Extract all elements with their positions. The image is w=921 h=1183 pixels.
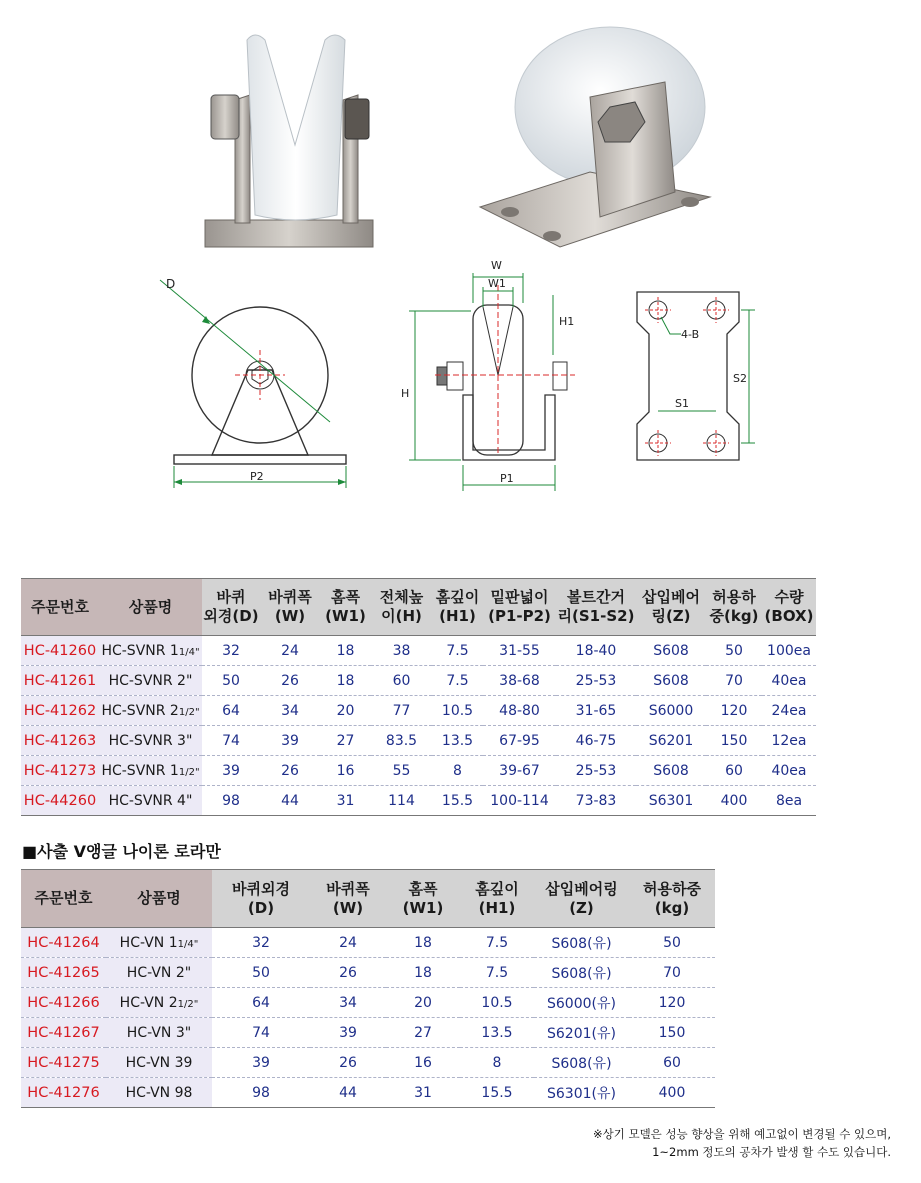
column-header: [460, 870, 534, 928]
table-cell: S6000: [636, 696, 706, 726]
table-cell: 70: [629, 958, 715, 988]
table-cell: 8: [460, 1048, 534, 1078]
table-cell: 10.5: [432, 696, 483, 726]
column-header: [386, 870, 460, 928]
table-cell: 120: [629, 988, 715, 1018]
note-line-1: ※상기 모델은 성능 향상을 위해 예고없이 변경될 수 있으며,: [592, 1127, 891, 1141]
table-cell: 39: [260, 726, 320, 756]
table-row: [21, 1048, 715, 1078]
header-line: 리(S1-S2): [557, 607, 635, 625]
column-header: [432, 579, 483, 636]
product-name-main: HC-SVNR 1: [101, 762, 179, 779]
table-cell: 73-83: [575, 792, 617, 809]
label-p1: P1: [500, 472, 514, 485]
column-header: [310, 870, 386, 928]
product-name-main: HC-VN 98: [125, 1084, 193, 1101]
label-s1: S1: [675, 397, 689, 410]
table-row: [21, 928, 715, 958]
column-header: [762, 579, 816, 636]
column-header: [629, 870, 715, 928]
table-cell: 26: [310, 958, 386, 988]
table-cell: 39: [310, 1018, 386, 1048]
note-line-2: 1~2mm 정도의 공차가 발생 할 수도 있습니다.: [652, 1145, 891, 1159]
label-h1: H1: [559, 315, 575, 328]
table-row: [21, 958, 715, 988]
order-code: HC-41260: [21, 636, 99, 666]
table-cell: 27: [320, 726, 371, 756]
product-name: [106, 1048, 212, 1078]
column-header: [212, 870, 310, 928]
label-w: W: [491, 259, 502, 272]
header-line: (D): [247, 898, 275, 917]
product-photo-angled: [470, 22, 720, 252]
table-cell: 26: [260, 756, 320, 786]
table-cell: 100-114: [490, 792, 549, 809]
label-h: H: [401, 387, 410, 400]
table-cell: 38: [371, 636, 432, 666]
product-name: [99, 666, 202, 696]
table-cell: 12ea: [762, 726, 816, 756]
order-code: HC-41273: [21, 756, 99, 786]
product-name-main: HC-VN 2": [126, 964, 192, 981]
table-cell: 26: [310, 1048, 386, 1078]
order-code: HC-41275: [21, 1048, 106, 1078]
header-line: (kg): [654, 898, 690, 917]
product-name: [106, 1018, 212, 1048]
order-code: HC-41267: [21, 1018, 106, 1048]
order-code: HC-44260: [21, 786, 99, 816]
table-cell: S6000(유): [534, 988, 629, 1018]
product-name-main: HC-SVNR 4": [108, 792, 193, 809]
table-cell: 25-53: [556, 756, 636, 786]
table-cell: 48-80: [483, 696, 556, 726]
base-plate-drawing: [625, 280, 785, 470]
product-name-main: HC-SVNR 1: [101, 642, 179, 659]
table-cell: 60: [629, 1048, 715, 1078]
order-code: HC-41263: [21, 726, 99, 756]
table-cell: 13.5: [460, 1018, 534, 1048]
product-photo-front: [195, 25, 385, 255]
product-name-main: HC-VN 2: [119, 994, 178, 1011]
product-name: [106, 928, 212, 958]
product-name: [99, 636, 202, 666]
table-row: [21, 636, 816, 666]
table-cell: 24: [260, 636, 320, 666]
table-cell: 7.5: [460, 958, 534, 988]
header-line: 바퀴폭: [268, 588, 312, 606]
table-cell: 25-53: [556, 666, 636, 696]
table-cell: 150: [706, 726, 762, 756]
order-code: HC-41264: [21, 928, 106, 958]
table-cell: S6201: [636, 726, 706, 756]
header-line: 바퀴폭: [326, 879, 370, 898]
table-cell: 40ea: [762, 666, 816, 696]
header-line: (W): [274, 607, 306, 625]
header-line: (W): [332, 898, 364, 917]
vn-spec-table: [21, 869, 715, 1108]
table-cell: 74: [202, 726, 260, 756]
table-cell: 98: [222, 792, 240, 809]
table-cell: 34: [260, 696, 320, 726]
header-line: (P1-P2): [488, 607, 551, 625]
table-row: [21, 696, 816, 726]
column-header: [534, 870, 629, 928]
table-cell: 60: [706, 756, 762, 786]
label-4b: 4-B: [681, 328, 700, 341]
product-name: [106, 958, 212, 988]
header-line: 홈깊이: [475, 879, 519, 898]
table-cell: 40ea: [762, 756, 816, 786]
product-name: [99, 726, 202, 756]
table-cell: 7.5: [432, 666, 483, 696]
table-row: [21, 988, 715, 1018]
column-header: [106, 870, 212, 928]
table-cell: S608: [636, 636, 706, 666]
header-line: 전체높: [379, 588, 424, 606]
table-cell: S608(유): [534, 958, 629, 988]
header-line: (H1): [478, 898, 516, 917]
table-cell: 114: [388, 792, 415, 809]
order-code: HC-41265: [21, 958, 106, 988]
column-header: [202, 579, 260, 636]
header-line: 링(Z): [651, 607, 691, 625]
product-name-fraction: 1/4": [177, 938, 199, 950]
side-view-drawing: [150, 270, 360, 500]
product-name: [99, 696, 202, 726]
table-cell: S608: [636, 756, 706, 786]
table-cell: 77: [371, 696, 432, 726]
table-cell: 400: [658, 1084, 686, 1101]
product-name-fraction: 1/2": [178, 766, 200, 778]
disclaimer-note: [593, 1125, 891, 1161]
table-cell: 26: [260, 666, 320, 696]
table-cell: 64: [202, 696, 260, 726]
table-cell: 46-75: [556, 726, 636, 756]
header-line: 중(kg): [709, 607, 759, 625]
table-cell: 7.5: [432, 636, 483, 666]
header-line: 허용하중: [643, 879, 701, 898]
header-line: 홈폭: [331, 588, 360, 606]
table-cell: 39: [202, 756, 260, 786]
product-name: [106, 1078, 212, 1108]
table-cell: 20: [386, 988, 460, 1018]
table-cell: 32: [202, 636, 260, 666]
table-cell: 98: [252, 1084, 270, 1101]
table-cell: 31: [414, 1084, 432, 1101]
table-cell: 24: [310, 928, 386, 958]
table-cell: 400: [720, 792, 748, 809]
column-header: [636, 579, 706, 636]
table-cell: S608: [636, 666, 706, 696]
table-cell: 50: [706, 636, 762, 666]
column-header: [371, 579, 432, 636]
table-cell: 15.5: [481, 1084, 513, 1101]
label-w1: W1: [488, 277, 506, 290]
product-name-main: HC-VN 39: [125, 1054, 193, 1071]
table-cell: 13.5: [432, 726, 483, 756]
product-name-main: HC-VN 1: [119, 934, 178, 951]
header-line: 바퀴외경: [232, 879, 290, 898]
order-code: HC-41261: [21, 666, 99, 696]
label-d: D: [166, 277, 176, 291]
table-cell: 27: [386, 1018, 460, 1048]
table-cell: S608(유): [534, 1048, 629, 1078]
header-line: 볼트간거: [567, 588, 625, 606]
product-name: [106, 988, 212, 1018]
svnr-spec-table: [21, 578, 816, 816]
table-cell: S6301(유): [547, 1085, 616, 1102]
table-cell: 31-65: [556, 696, 636, 726]
table-cell: 10.5: [460, 988, 534, 1018]
table-cell: 83.5: [371, 726, 432, 756]
table-cell: 55: [371, 756, 432, 786]
table-cell: 44: [339, 1084, 357, 1101]
table-row: [21, 666, 816, 696]
header-line: 바퀴: [216, 588, 246, 606]
table-cell: 120: [706, 696, 762, 726]
table-cell: 50: [629, 928, 715, 958]
table-row: [21, 1018, 715, 1048]
header-line: (W1): [325, 607, 366, 625]
column-header: [320, 579, 371, 636]
table-cell: 31-55: [483, 636, 556, 666]
header-line: 외경(D): [203, 607, 259, 625]
table-cell: S6201(유): [534, 1018, 629, 1048]
table-cell: 20: [320, 696, 371, 726]
column-header: [21, 579, 99, 636]
table-cell: 39: [212, 1048, 310, 1078]
header-line: 주문번호: [34, 889, 93, 907]
table-cell: 34: [310, 988, 386, 1018]
header-line: 밑판넓이: [490, 588, 549, 606]
table-cell: 8ea: [775, 792, 803, 809]
table-cell: 39-67: [483, 756, 556, 786]
table-row: [21, 726, 816, 756]
column-header: [99, 579, 202, 636]
table-cell: 64: [212, 988, 310, 1018]
product-name-main: HC-SVNR 2: [101, 702, 179, 719]
table-cell: 18: [386, 928, 460, 958]
header-line: (BOX): [764, 607, 814, 625]
table-row: [21, 756, 816, 786]
product-name-main: HC-SVNR 2": [108, 672, 193, 689]
header-line: 허용하: [712, 588, 756, 606]
header-line: 홈깊이: [435, 588, 480, 606]
header-line: 삽입베어: [642, 588, 700, 606]
front-view-drawing: [395, 255, 585, 495]
header-line: 주문번호: [31, 597, 89, 616]
header-line: 수량: [774, 588, 804, 606]
header-line: (W1): [402, 898, 444, 917]
header-line: (Z): [569, 898, 594, 917]
table-cell: 16: [320, 756, 371, 786]
product-name-fraction: 1/2": [178, 706, 200, 718]
table-cell: 150: [629, 1018, 715, 1048]
table-cell: 16: [386, 1048, 460, 1078]
order-code: HC-41266: [21, 988, 106, 1018]
header-line: 삽입베어링: [545, 879, 618, 898]
table-cell: 18: [386, 958, 460, 988]
label-s2: S2: [733, 372, 747, 385]
section-title-vn: ■사출 V앵글 나이론 로라만: [22, 842, 221, 861]
product-name: [99, 756, 202, 786]
table-cell: 7.5: [460, 928, 534, 958]
header-line: 상품명: [137, 889, 181, 907]
table-cell: 8: [432, 756, 483, 786]
product-name-fraction: 1/2": [177, 998, 199, 1010]
table-cell: 60: [371, 666, 432, 696]
label-p2: P2: [250, 470, 264, 483]
table-cell: S6301: [648, 792, 694, 809]
table-cell: 31: [336, 792, 355, 809]
product-name-fraction: 1/4": [178, 646, 200, 658]
table-row: [21, 1078, 715, 1108]
table-cell: 18: [320, 636, 371, 666]
header-line: (H1): [439, 607, 476, 625]
table-cell: 44: [281, 792, 299, 809]
table-cell: 15.5: [441, 792, 474, 809]
table-cell: 24ea: [762, 696, 816, 726]
table-cell: 32: [212, 928, 310, 958]
table-cell: 18: [320, 666, 371, 696]
header-line: 이(H): [381, 607, 422, 625]
table-row: [21, 786, 816, 816]
column-header: [556, 579, 636, 636]
table-cell: 50: [202, 666, 260, 696]
column-header: [21, 870, 106, 928]
table-cell: 100ea: [762, 636, 816, 666]
table-cell: 70: [706, 666, 762, 696]
table-cell: S608(유): [534, 928, 629, 958]
order-code: HC-41276: [21, 1078, 106, 1108]
order-code: HC-41262: [21, 696, 99, 726]
table-cell: 50: [212, 958, 310, 988]
table-cell: 18-40: [556, 636, 636, 666]
header-line: 상품명: [128, 597, 173, 616]
table-cell: 38-68: [483, 666, 556, 696]
column-header: [483, 579, 556, 636]
table-cell: 67-95: [483, 726, 556, 756]
product-name-main: HC-SVNR 3": [108, 732, 193, 749]
product-name-main: HC-VN 3": [126, 1024, 192, 1041]
header-line: 홈폭: [408, 879, 438, 898]
column-header: [260, 579, 320, 636]
product-name: [99, 786, 202, 816]
table-cell: 74: [212, 1018, 310, 1048]
column-header: [706, 579, 762, 636]
